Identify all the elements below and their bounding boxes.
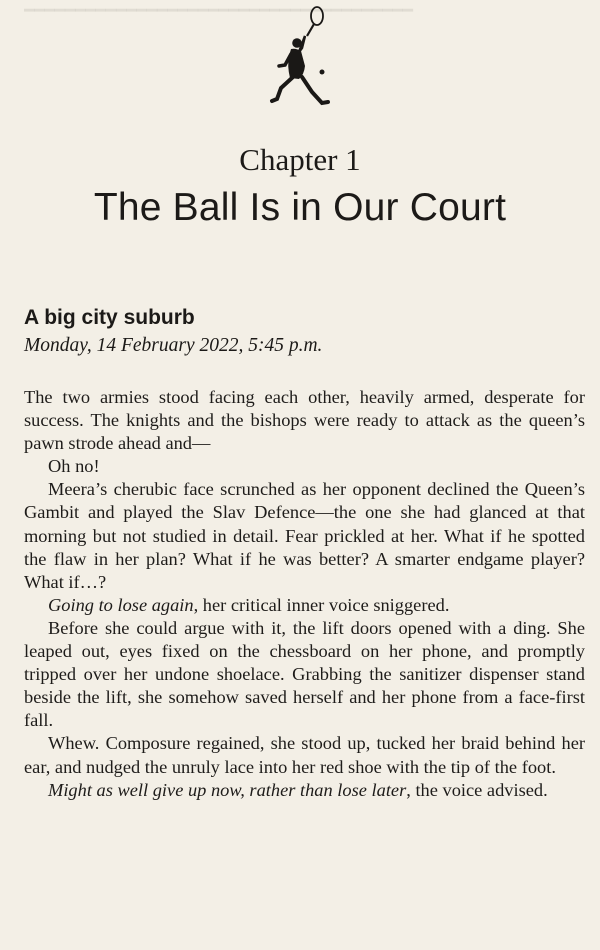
paragraph: Oh no!	[48, 456, 100, 477]
show-through-texture: ━━━━━━━━━━━━━━━━━━━━━━━━━━━━━━━━━━━━━━	[24, 1, 413, 20]
paragraph: The two armies stood facing each other, heavily armed, desperate for success. The knights and the bishops were ready to attack as the queen’s pawn strode ahead and—	[24, 387, 585, 454]
paragraph	[24, 779, 585, 802]
paragraph: Meera’s cherubic face scrunched as her opponent declined the Queen’s Gambit and played the Slav Defence—the one she had glanced at that morning but not studied in detail. Fear prickled at her. What if he spotted the flaw in her plan? What if he was better? A smarter endgame player? What if…?	[24, 479, 585, 592]
section-heading: A big city suburb	[24, 306, 195, 329]
section-dateline: Monday, 14 February 2022, 5:45 p.m.	[24, 335, 323, 356]
tennis-player-icon	[250, 2, 350, 120]
paragraph: Before she could argue with it, the lift doors opened with a ding. She leaped out, eyes fixed on the chessboard on her phone, and promptly tripped over her undone shoelace. Grabbing the sanitizer dispenser stand beside the lift, she somehow saved herself and her phone from a face-first fall.	[24, 617, 585, 731]
paragraph: Whew. Composure regained, she stood up, tucked her braid behind her ear, and nudged the unruly lace into her red shoe with the tip of the foot.	[24, 733, 585, 777]
chapter-number: Chapter 1	[239, 142, 361, 177]
chapter-title: The Ball Is in Our Court	[93, 186, 507, 229]
inner-voice-italic: Might as well give up now, rather than lose later	[48, 779, 407, 800]
paragraph-text: , the voice advised.	[406, 779, 548, 800]
paragraph-text: , her critical inner voice sniggered.	[193, 594, 450, 615]
body-text	[24, 386, 585, 802]
paragraph	[24, 594, 585, 617]
inner-voice-italic: Going to lose again	[48, 594, 194, 615]
